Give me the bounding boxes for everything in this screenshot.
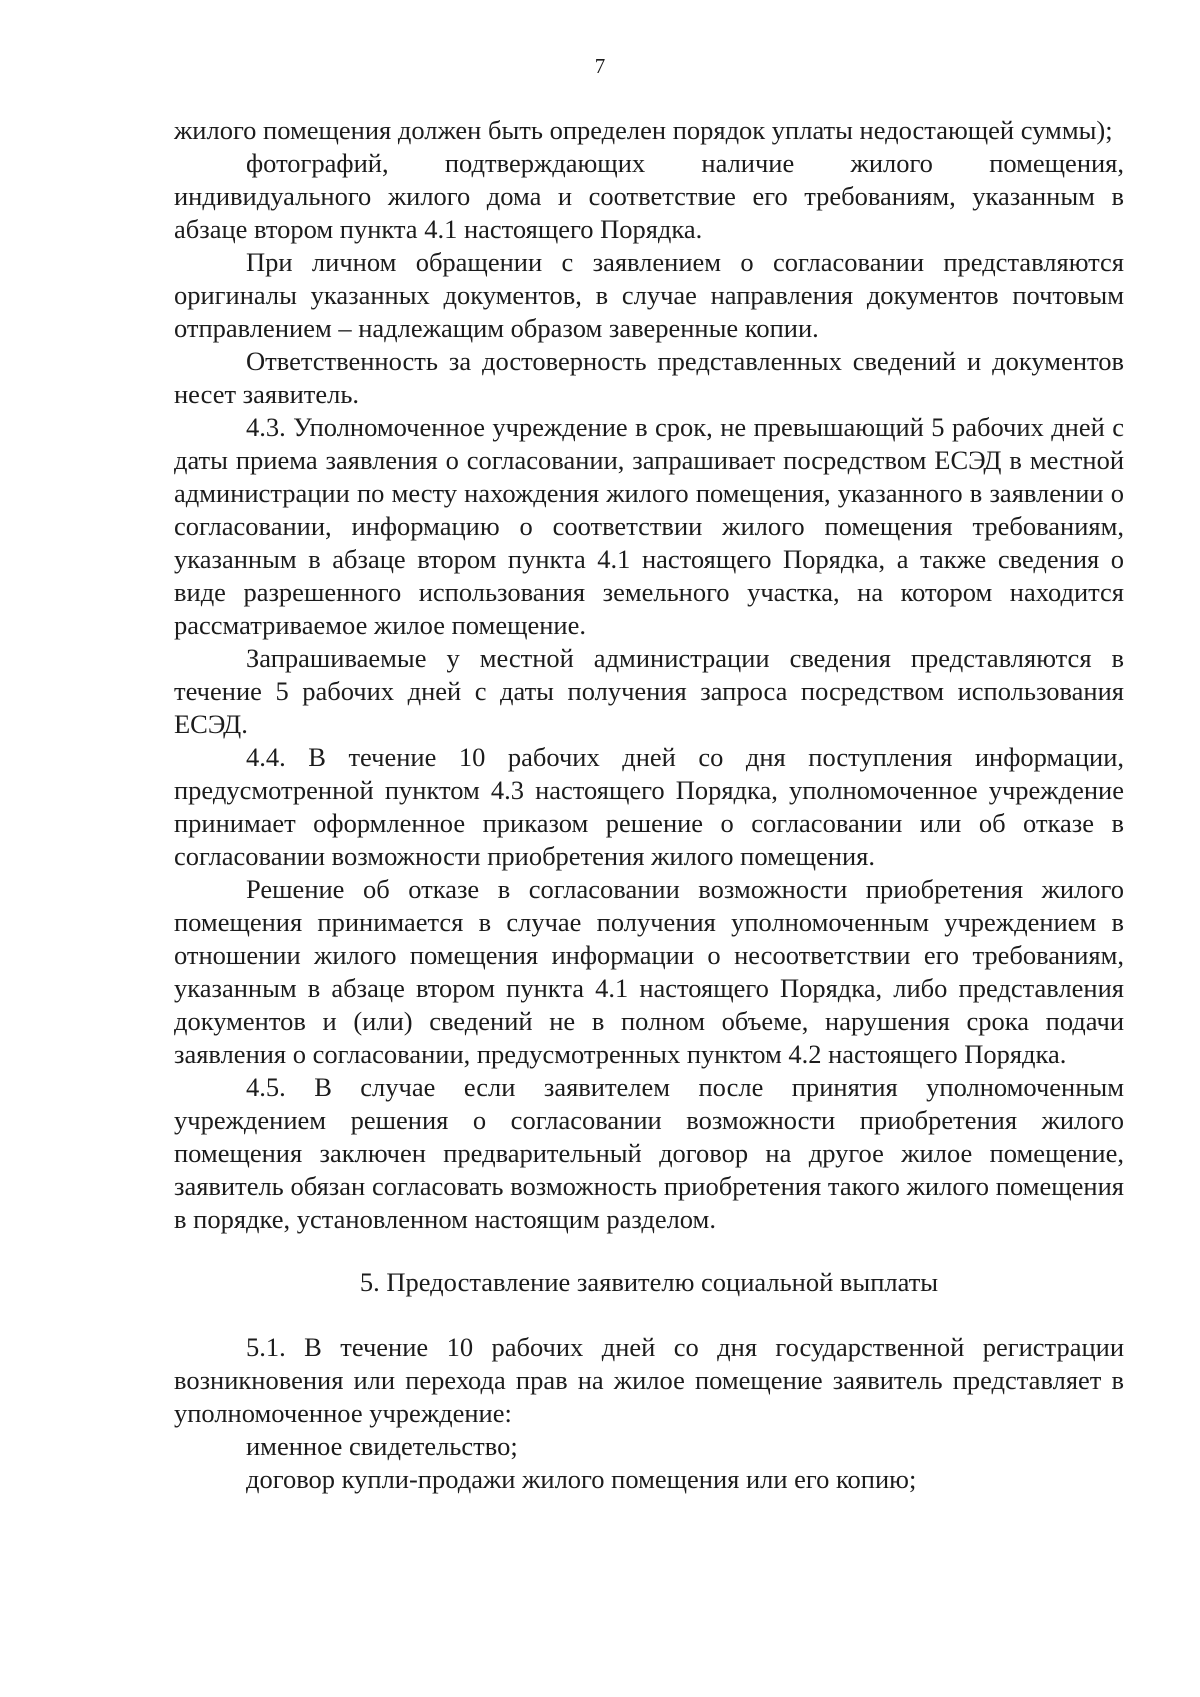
- paragraph-4-4: 4.4. В течение 10 рабочих дней со дня поступления информации, предусмотренной пунктом 4.3 настоящего Порядка, уполномоченное учреждение принимает оформленное приказом решение о согласовании или об отказе в согласовании возможности приобретения жилого помещения.: [174, 742, 1124, 871]
- page-number: 7: [594, 54, 606, 78]
- paragraph-requested-info: Запрашиваемые у местной администрации сведения представляются в течение 5 рабочих дней с даты получения запроса посредством использования ЕСЭД.: [174, 643, 1124, 739]
- paragraph-5-1: 5.1. В течение 10 рабочих дней со дня государственной регистрации возникновения или перехода прав на жилое помещение заявитель представляет в уполномоченное учреждение:: [174, 1332, 1124, 1428]
- paragraph-4-3: 4.3. Уполномоченное учреждение в срок, не превышающий 5 рабочих дней с даты приема заявления о согласовании, запрашивает посредством ЕСЭД в местной администрации по месту нахождения жилого помещения, указанного в заявлении о согласовании, информацию о соответствии жилого помещения требованиям, указанным в абзаце втором пункта 4.1 настоящего Порядка, а также сведения о виде разрешенного использования земельного участка, на котором находится рассматриваемое жилое помещение.: [174, 412, 1124, 640]
- paragraph-4-5: 4.5. В случае если заявителем после принятия уполномоченным учреждением решения о согласовании возможности приобретения жилого помещения заключен предварительный договор на другое жилое помещение, заявитель обязан согласовать возможность приобретения такого жилого помещения в порядке, установленном настоящим разделом.: [174, 1072, 1124, 1234]
- section-heading: 5. Предоставление заявителю социальной выплаты: [359, 1267, 939, 1297]
- list-item-certificate: именное свидетельство;: [246, 1431, 518, 1461]
- paragraph-refusal-decision: Решение об отказе в согласовании возможности приобретения жилого помещения принимается в случае получения уполномоченным учреждением в отношении жилого помещения информации о несоответствии его требованиям, указанным в абзаце втором пункта 4.1 настоящего Порядка, либо представления документов и (или) сведений не в полном объеме, нарушения срока подачи заявления о согласовании, предусмотренных пунктом 4.2 настоящего Порядка.: [174, 874, 1124, 1069]
- list-item-contract: договор купли-продажи жилого помещения или его копию;: [246, 1464, 917, 1494]
- paragraph-photos: фотографий, подтверждающих наличие жилого помещения, индивидуального жилого дома и соответствие его требованиям, указанным в абзаце втором пункта 4.1 настоящего Порядка.: [174, 148, 1124, 244]
- paragraph-responsibility: Ответственность за достоверность представленных сведений и документов несет заявитель.: [174, 346, 1124, 409]
- paragraph-continuation: жилого помещения должен быть определен порядок уплаты недостающей суммы);: [174, 115, 1113, 145]
- paragraph-personal-visit: При личном обращении с заявлением о согласовании представляются оригиналы указанных документов, в случае направления документов почтовым отправлением – надлежащим образом заверенные копии.: [174, 247, 1124, 343]
- document-body: [174, 114, 1124, 1496]
